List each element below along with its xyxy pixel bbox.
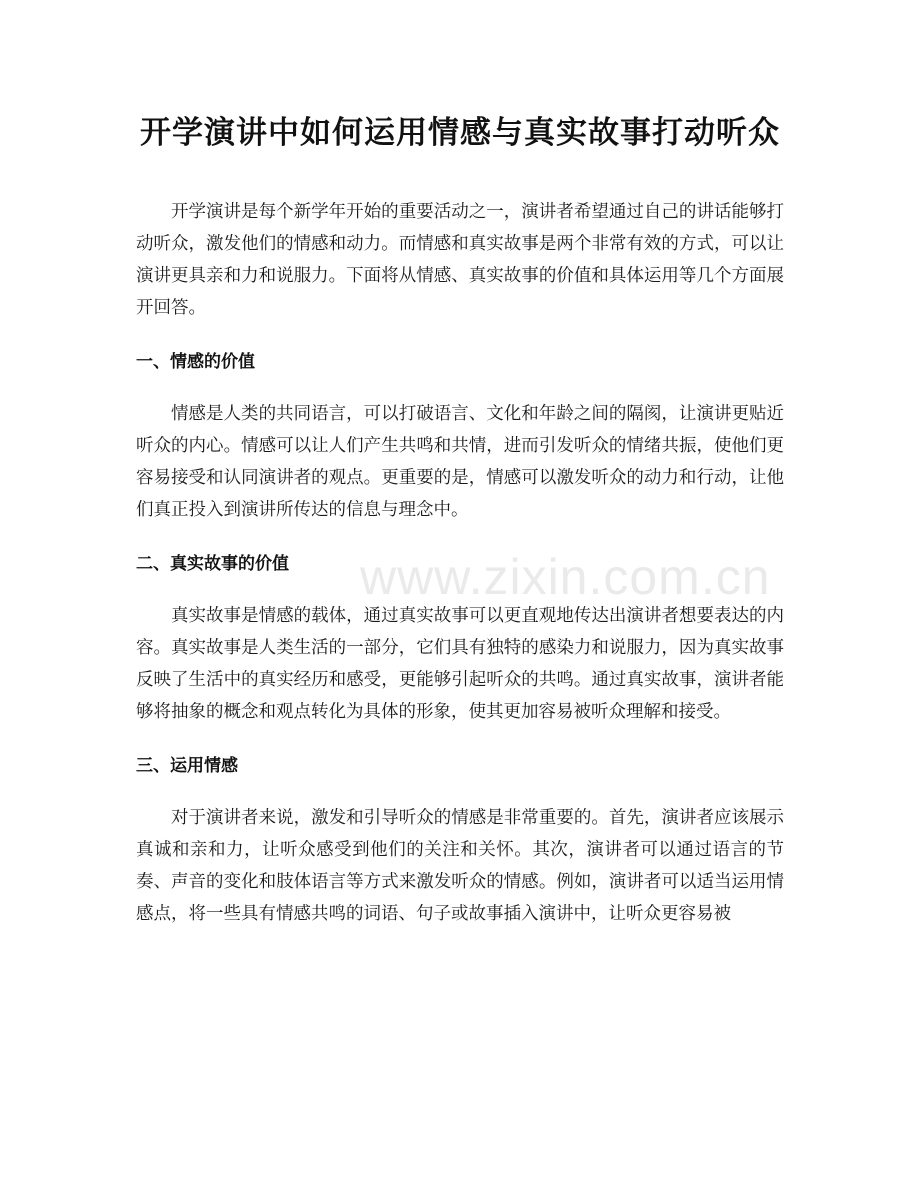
section-heading-emotion-value: 一、情感的价值 (136, 352, 255, 372)
section-heading-story-value: 二、真实故事的价值 (136, 554, 289, 574)
section-body-story-value: 真实故事是情感的载体，通过真实故事可以更直观地传达出演讲者想要表达的内容。真实故事是人类生活的一部分，它们具有独特的感染力和说服力，因为真实故事反映了生活中的真实经历和感受，更能够引起听众的共鸣。通过真实故事，演讲者能够将抽象的概念和观点转化为具体的形象，使其更加容易被听众理解和接受。 (136, 606, 784, 722)
intro-paragraph: 开学演讲是每个新学年开始的重要活动之一，演讲者希望通过自己的讲话能够打动听众，激发他们的情感和动力。而情感和真实故事是两个非常有效的方式，可以让演讲更具亲和力和说服力。下面将从情感、真实故事的价值和具体运用等几个方面展开回答。 (136, 202, 784, 318)
document-title: 开学演讲中如何运用情感与真实故事打动听众 (140, 115, 780, 151)
section-heading-using-emotion: 三、运用情感 (136, 756, 238, 776)
section-body-using-emotion: 对于演讲者来说，激发和引导听众的情感是非常重要的。首先，演讲者应该展示真诚和亲和力，让听众感受到他们的关注和关怀。其次，演讲者可以通过语言的节奏、声音的变化和肢体语言等方式来激发听众的情感。例如，演讲者可以适当运用情感点，将一些具有情感共鸣的词语、句子或故事插入演讲中，让听众更容易被 (136, 808, 784, 924)
section-body-emotion-value: 情感是人类的共同语言，可以打破语言、文化和年龄之间的隔阂，让演讲更贴近听众的内心。情感可以让人们产生共鸣和共情，进而引发听众的情绪共振，使他们更容易接受和认同演讲者的观点。更重要的是，情感可以激发听众的动力和行动，让他们真正投入到演讲所传达的信息与理念中。 (136, 404, 784, 520)
watermark: www.zixin.com.cn (360, 549, 771, 605)
